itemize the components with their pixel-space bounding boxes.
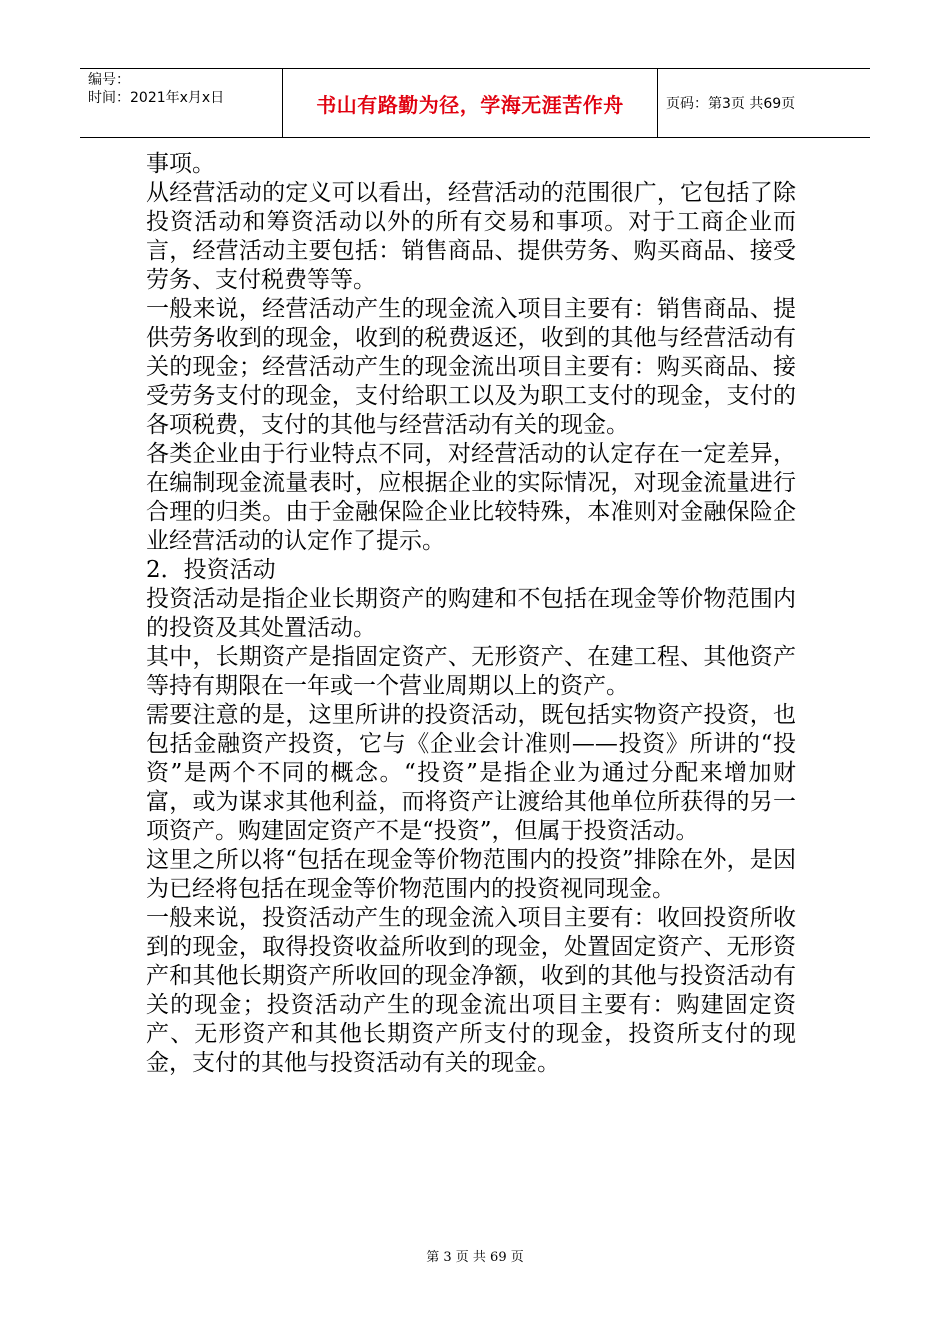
paragraph: 其中，长期资产是指固定资产、无形资产、在建工程、其他资产等持有期限在一年或一个营业周期以上的资产。 <box>146 644 796 699</box>
number-label: 编号： <box>88 72 130 88</box>
paragraph: 这里之所以将“包括在现金等价物范围内的投资”排除在外，是因为已经将包括在现金等价物范围内的投资视同现金。 <box>146 847 796 902</box>
paragraph: 一般来说，投资活动产生的现金流入项目主要有：收回投资所收到的现金，取得投资收益所收到的现金，处置固定资产、无形资产和其他长期资产所收回的现金净额，收到的其他与投资活动有关的现金；投资活动产生的现金流出项目主要有：购建固定资产、无形资产和其他长期资产所支付的现金，投资所支付的现金，支付的其他与投资活动有关的现金。 <box>146 905 796 1076</box>
page-header <box>80 68 870 138</box>
paragraph: 事项。 <box>146 151 215 177</box>
header-page-info: 页码：第3页 共69页 <box>666 96 796 112</box>
paragraph: 需要注意的是，这里所讲的投资活动，既包括实物资产投资，也包括金融资产投资，它与《企业会计准则——投资》所讲的“投资”是两个不同的概念。“投资”是指企业为通过分配来增加财富，或为谋求其他利益，而将资产让渡给其他单位所获得的另一项资产。购建固定资产不是“投资”，但属于投资活动。 <box>146 702 796 844</box>
header-motto: 书山有路勤为径，学海无涯苦作舟 <box>283 69 658 137</box>
paragraph: 从经营活动的定义可以看出，经营活动的范围很广，它包括了除投资活动和筹资活动以外的所有交易和事项。对于工商企业而言，经营活动主要包括：销售商品、提供劳务、购买商品、接受劳务、支付税费等等。 <box>146 180 796 293</box>
paragraph: 一般来说，经营活动产生的现金流入项目主要有：销售商品、提供劳务收到的现金，收到的税费返还，收到的其他与经营活动有关的现金；经营活动产生的现金流出项目主要有：购买商品、接受劳务支付的现金，支付给职工以及为职工支付的现金，支付的各项税费，支付的其他与经营活动有关的现金。 <box>146 296 796 438</box>
section-heading: 2．投资活动 <box>146 557 276 583</box>
paragraph: 投资活动是指企业长期资产的购建和不包括在现金等价物范围内的投资及其处置活动。 <box>146 586 796 641</box>
document-body <box>146 150 796 1078</box>
paragraph: 各类企业由于行业特点不同，对经营活动的认定存在一定差异，在编制现金流量表时，应根据企业的实际情况，对现金流量进行合理的归类。由于金融保险企业比较特殊，本准则对金融保险企业经营活动的认定作了提示。 <box>146 441 796 554</box>
page-footer: 第 3 页 共 69 页 <box>426 1250 524 1265</box>
header-meta <box>80 69 283 137</box>
time-label: 时间：2021年x月x日 <box>88 90 225 106</box>
